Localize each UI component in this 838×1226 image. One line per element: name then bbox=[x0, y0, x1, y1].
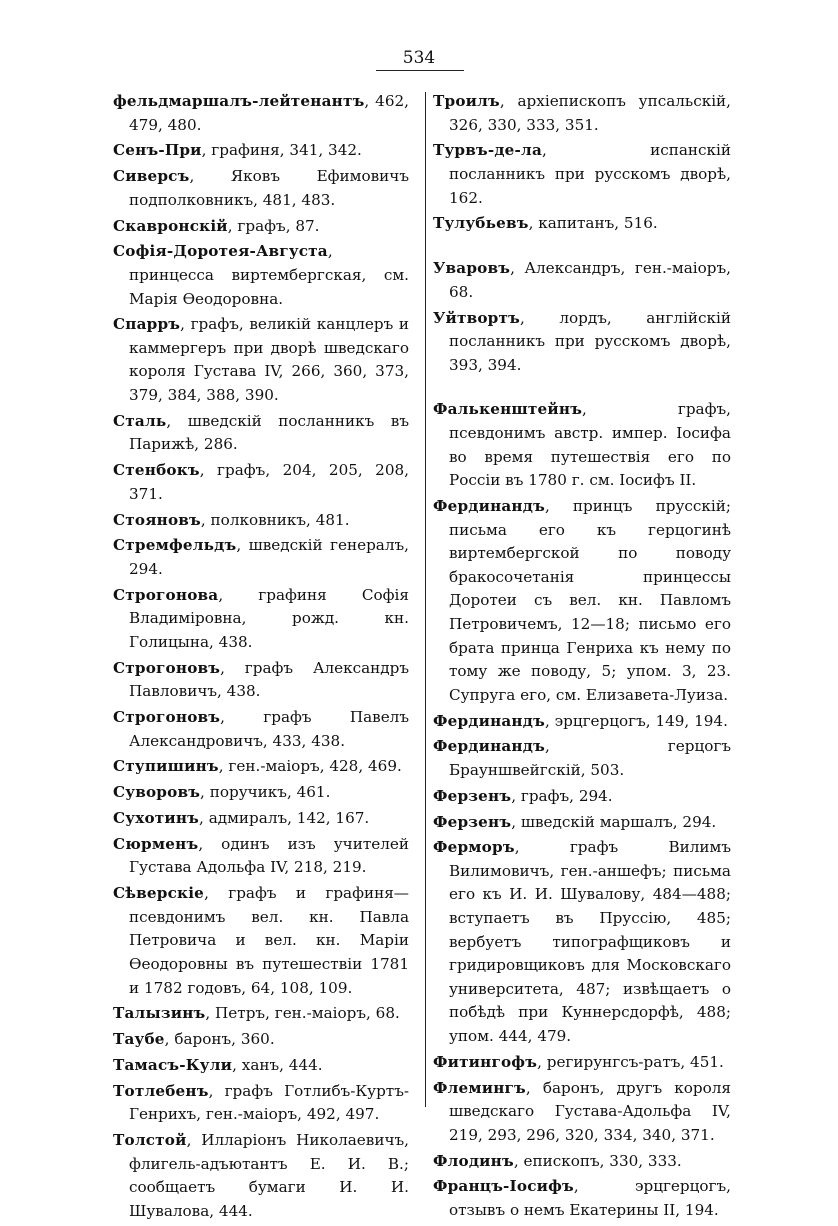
entry-headword: Францъ-Іосифъ bbox=[433, 1177, 574, 1196]
entry-headword: Сенъ-При bbox=[113, 141, 202, 160]
entry-headword: Ступишинъ bbox=[113, 757, 219, 776]
index-entry bbox=[113, 165, 409, 212]
entry-references: , поручикъ, 461. bbox=[200, 783, 331, 802]
entry-references: , регирунгсъ-ратъ, 451. bbox=[537, 1052, 724, 1071]
index-entry bbox=[113, 1129, 409, 1223]
entry-headword: Флемингъ bbox=[433, 1078, 526, 1097]
entry-references: , принцъ прусскій; письма его къ герцогинѣ виртембергской по поводу бракосочетанія принцессы Доротеи съ вел. кн. Павломъ Петровичемъ, 12—18; письмо его брата принца Генриха къ нему по тому же поводу, 5; упом. 3, 23. Супруга его, см. Елизавета-Луиза. bbox=[449, 497, 731, 704]
index-entry bbox=[113, 882, 409, 1000]
index-entry bbox=[433, 307, 731, 378]
entry-references: , графиня, 341, 342. bbox=[201, 141, 362, 160]
index-entry bbox=[433, 811, 731, 835]
entry-references: , адмиралъ, 142, 167. bbox=[199, 809, 370, 828]
index-entry bbox=[433, 398, 731, 492]
index-entry bbox=[433, 1150, 731, 1174]
entry-references: , 462, 479, 480. bbox=[129, 92, 409, 134]
entry-headword: Сталь bbox=[113, 411, 167, 430]
index-entry bbox=[113, 1002, 409, 1026]
index-entry bbox=[113, 509, 409, 533]
entry-headword: Уйтвортъ bbox=[433, 308, 520, 327]
index-entry bbox=[113, 1080, 409, 1127]
entry-references: , графъ, псевдонимъ австр. импер. Іосифа во время путешествія его по Россіи въ 1780 г. см. Іосифъ II. bbox=[449, 400, 731, 490]
entry-references: , баронъ, 360. bbox=[164, 1030, 275, 1049]
index-entry bbox=[433, 212, 731, 236]
index-entry bbox=[433, 1077, 731, 1148]
index-entry bbox=[433, 1051, 731, 1075]
entry-headword: Софія-Доротея-Августа bbox=[113, 242, 328, 261]
entry-references: , эрцгерцогъ, 149, 194. bbox=[544, 711, 728, 730]
page-number: 534 bbox=[402, 48, 436, 68]
entry-references: , графъ, 87. bbox=[227, 216, 320, 235]
entry-references: , шведскій маршалъ, 294. bbox=[511, 812, 717, 831]
entry-references: , Петръ, ген.-маіоръ, 68. bbox=[205, 1004, 400, 1023]
entry-headword: Ферзенъ bbox=[433, 786, 512, 805]
entry-headword: Турвъ-де-ла bbox=[433, 141, 542, 160]
entry-headword: Фердинандъ bbox=[433, 737, 545, 756]
entry-headword: Сюрменъ bbox=[113, 834, 199, 853]
entry-headword: Скавронскій bbox=[113, 216, 228, 235]
index-entry bbox=[113, 1028, 409, 1052]
entry-headword: Ферзенъ bbox=[433, 812, 512, 831]
entry-headword: Уваровъ bbox=[433, 259, 511, 278]
column-divider bbox=[425, 92, 426, 1107]
index-entry bbox=[113, 139, 409, 163]
index-entry bbox=[113, 459, 409, 506]
entry-headword: Стенбокъ bbox=[113, 461, 200, 480]
entry-references: , Яковъ Ефимовичъ подполковникъ, 481, 483. bbox=[129, 167, 409, 209]
entry-headword: Толстой bbox=[113, 1131, 187, 1150]
entry-references: , графиня Софія Владиміровна, рожд. кн. Голицына, 438. bbox=[129, 585, 409, 651]
entry-headword: Флодинъ bbox=[433, 1151, 514, 1170]
index-entry bbox=[433, 257, 731, 304]
entry-headword: Стремфельдъ bbox=[113, 536, 237, 555]
section-gap bbox=[433, 379, 731, 398]
entry-headword: Сухотинъ bbox=[113, 809, 200, 828]
entry-headword: Сѣверскіе bbox=[113, 884, 205, 903]
entry-references: , ханъ, 444. bbox=[232, 1055, 323, 1074]
index-entry bbox=[113, 584, 409, 655]
entry-references: , баронъ, другъ короля шведскаго Густава-Адольфа IV, 219, 293, 296, 320, 334, 340, 371. bbox=[449, 1078, 731, 1144]
index-entry bbox=[433, 495, 731, 707]
entry-headword: Стояновъ bbox=[113, 510, 201, 529]
entry-headword: Троилъ bbox=[433, 92, 500, 110]
entry-references: , принцесса виртембергская, см. Марія Ѳеодоровна. bbox=[129, 242, 409, 308]
index-entry bbox=[113, 657, 409, 704]
entry-headword: Тулубьевъ bbox=[433, 214, 529, 233]
entry-references: , графъ, 204, 205, 208, 371. bbox=[129, 461, 409, 503]
entry-references: , ген.-маіоръ, 428, 469. bbox=[218, 757, 402, 776]
entry-references: , графъ и графиня—псевдонимъ вел. кн. Павла Петровича и вел. кн. Маріи Ѳеодоровны въ путешествіи 1781 и 1782 годовъ, 64, 108, 109. bbox=[129, 884, 409, 997]
index-column-right bbox=[433, 90, 731, 1225]
index-entry bbox=[113, 1054, 409, 1078]
section-gap bbox=[433, 238, 731, 257]
entry-references: , епископъ, 330, 333. bbox=[513, 1151, 682, 1170]
entry-headword: Фалькенштейнъ bbox=[433, 400, 583, 419]
entry-headword: Спарръ bbox=[113, 315, 181, 334]
entry-references: , графъ Готлибъ-Куртъ-Генрихъ, ген.-маіоръ, 492, 497. bbox=[129, 1081, 409, 1124]
entry-headword: фельдмаршалъ-лейтенантъ bbox=[113, 92, 365, 110]
index-entry bbox=[113, 90, 409, 137]
index-entry bbox=[113, 410, 409, 457]
entry-headword: Сиверсъ bbox=[113, 167, 190, 186]
index-entry bbox=[433, 735, 731, 782]
entry-references: , шведскій генералъ, 294. bbox=[129, 536, 409, 578]
index-entry bbox=[113, 807, 409, 831]
entry-references: , герцогъ Брауншвейгскій, 503. bbox=[449, 737, 731, 779]
entry-headword: Тамасъ-Кули bbox=[113, 1055, 233, 1074]
entry-headword: Фердинандъ bbox=[433, 497, 545, 516]
entry-headword: Талызинъ bbox=[113, 1004, 206, 1023]
entry-references: , испанскій посланникъ при русскомъ дворѣ, 162. bbox=[449, 141, 731, 207]
entry-references: , Александръ, ген.-маіоръ, 68. bbox=[449, 259, 731, 301]
entry-headword: Строгоновъ bbox=[113, 708, 221, 727]
entry-references: , одинъ изъ учителей Густава Адольфа IV, 218, 219. bbox=[129, 834, 409, 877]
index-entry bbox=[433, 836, 731, 1048]
index-entry bbox=[433, 710, 731, 734]
entry-references: , эрцгерцогъ, отзывъ о немъ Екатерины II, 194. bbox=[449, 1177, 731, 1219]
index-entry bbox=[113, 534, 409, 581]
entry-references: , графъ, 294. bbox=[511, 786, 613, 805]
entry-references: , капитанъ, 516. bbox=[528, 214, 658, 233]
entry-references: , лордъ, англійскій посланникъ при русскомъ дворѣ, 393, 394. bbox=[449, 308, 731, 374]
index-entry bbox=[113, 781, 409, 805]
index-entry bbox=[433, 139, 731, 210]
index-entry bbox=[113, 706, 409, 753]
entry-references: , графъ, великій канцлеръ и каммергеръ при дворѣ шведскаго короля Густава IV, 266, 360, 373, 379, 384, 388, 390. bbox=[129, 315, 409, 405]
index-entry bbox=[113, 313, 409, 407]
entry-references: , графъ Павелъ Александровичъ, 433, 438. bbox=[129, 708, 409, 750]
entry-references: , графъ Вилимъ Вилимовичъ, ген.-аншефъ; письма его къ И. И. Шувалову, 484—488; вступаетъ въ Пруссію, 485; вербуетъ типографщиковъ и гридировщиковъ для Московскаго университета, 487; извѣщаетъ о побѣдѣ при Куннерсдорфѣ, 488; упом. 444, 479. bbox=[449, 838, 731, 1046]
index-entry bbox=[113, 215, 409, 239]
page-number-rule bbox=[376, 70, 464, 71]
entry-headword: Строгонова bbox=[113, 585, 219, 604]
entry-references: , архіепископъ упсальскій, 326, 330, 333, 351. bbox=[449, 92, 731, 134]
entry-references: , шведскій посланникъ въ Парижѣ, 286. bbox=[129, 411, 409, 454]
index-entry bbox=[113, 833, 409, 880]
entry-headword: Таубе bbox=[113, 1030, 165, 1049]
entry-headword: Фердинандъ bbox=[433, 711, 545, 730]
entry-headword: Суворовъ bbox=[113, 783, 201, 802]
index-entry bbox=[113, 755, 409, 779]
entry-headword: Тотлебенъ bbox=[113, 1081, 209, 1100]
entry-references: , графъ Александръ Павловичъ, 438. bbox=[129, 658, 409, 701]
index-entry bbox=[433, 90, 731, 137]
entry-headword: Фитингофъ bbox=[433, 1052, 538, 1071]
index-column-left bbox=[113, 90, 409, 1226]
index-entry bbox=[433, 785, 731, 809]
index-entry bbox=[113, 240, 409, 311]
entry-references: , полковникъ, 481. bbox=[200, 510, 350, 529]
entry-headword: Строгоновъ bbox=[113, 658, 221, 677]
entry-headword: Ферморъ bbox=[433, 838, 515, 857]
entry-references: , Илларіонъ Николаевичъ, флигель-адъютантъ Е. И. В.; сообщаетъ бумаги И. И. Шувалова, 444. bbox=[129, 1131, 409, 1220]
